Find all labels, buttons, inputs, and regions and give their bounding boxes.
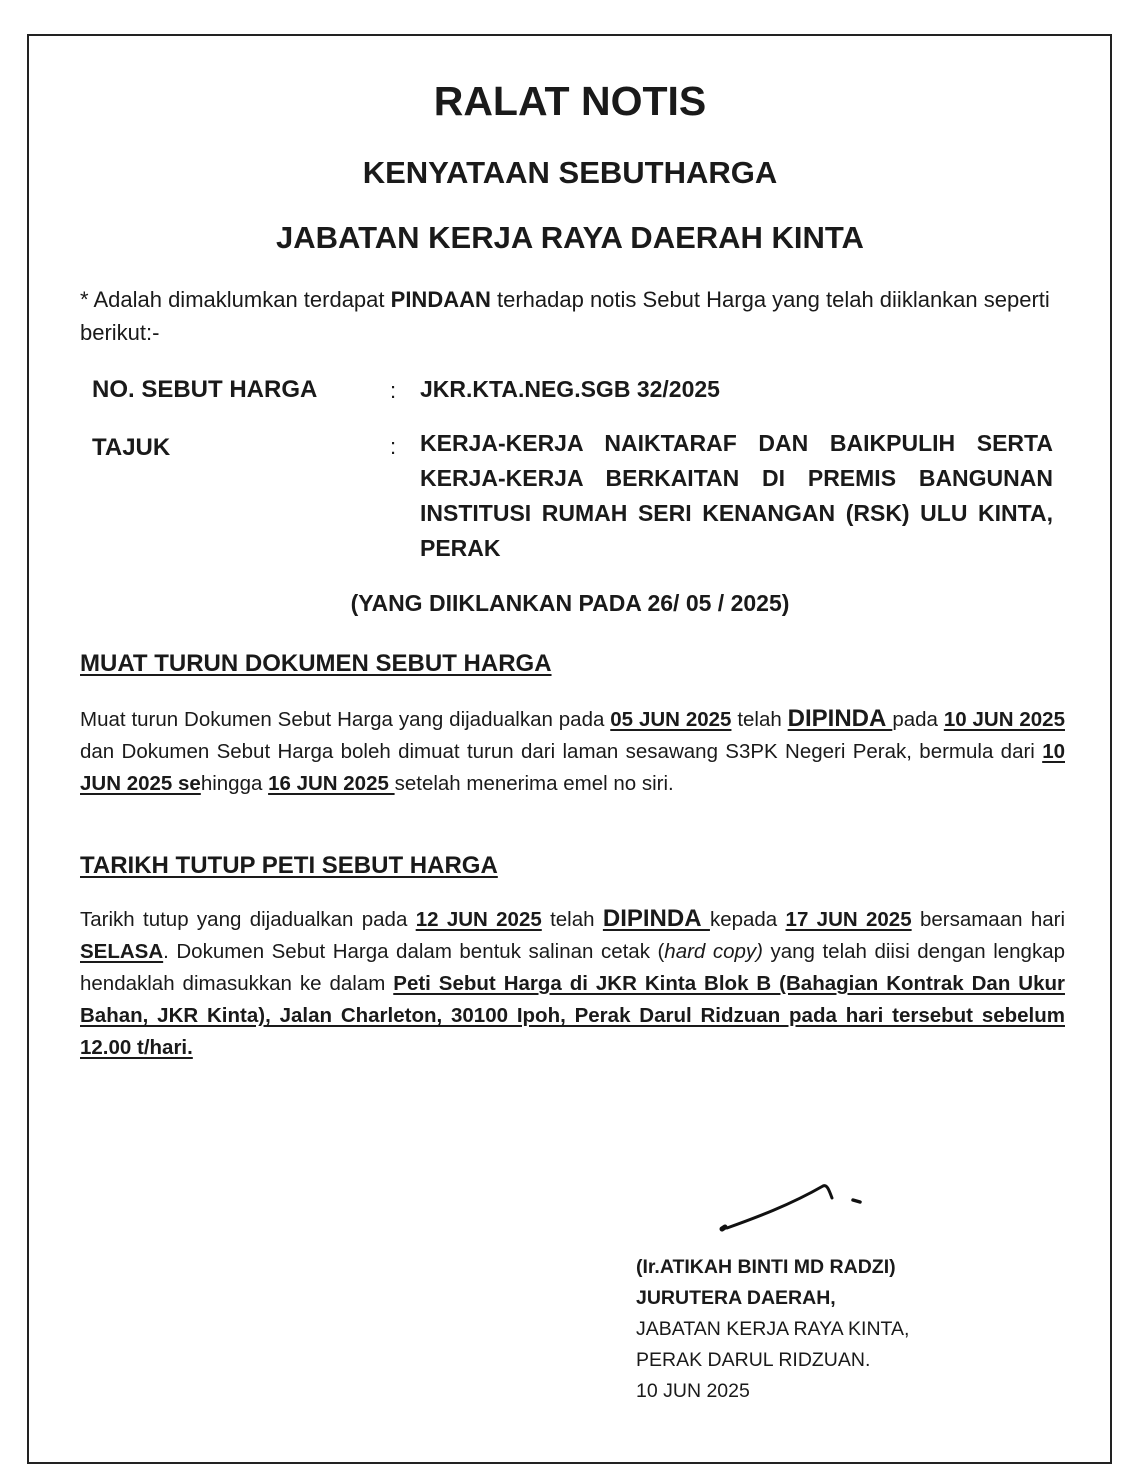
signatory-name — [636, 1252, 896, 1283]
ref-label: NO. SEBUT HARGA — [92, 376, 318, 403]
text: Muat turun Dokumen Sebut Harga yang dijadualkan pada — [80, 708, 611, 731]
text: dan Dokumen Sebut Harga boleh dimuat turun dari laman sesawang S3PK Negeri Perak, bermula dari — [80, 740, 1043, 763]
text: yang telah diisi dengan lengkap hendaklah dimasukkan ke dalam — [80, 940, 1066, 995]
closing-heading: TARIKH TUTUP PETI SEBUT HARGA — [80, 852, 498, 879]
date: 05 JUN 2025 — [610, 708, 732, 731]
advertised-date: (YANG DIIKLANKAN PADA 26/ 05 / 2025) — [350, 590, 790, 616]
download-heading: MUAT TURUN DOKUMEN SEBUT HARGA — [80, 650, 552, 677]
text: . Dokumen Sebut Harga dalam bentuk salinan cetak ( — [163, 940, 665, 963]
closing-paragraph — [80, 903, 1065, 1064]
signature-date: 10 JUN 2025 — [636, 1380, 750, 1402]
name-text: (Ir.ATIKAH BINTI MD RADZI) — [636, 1256, 896, 1278]
title-value: KERJA-KERJA NAIKTARAF DAN BAIKPULIH SERTA KERJA-KERJA BERKAITAN DI PREMIS BANGUNAN INSTITUSI RUMAH SERI KENANGAN (RSK) ULU KINTA, PERAK — [420, 430, 1053, 561]
date: 10 JUN 2025 se — [80, 740, 1065, 795]
date: 16 JUN 2025 — [268, 772, 395, 795]
notice-subtitle: KENYATAAN SEBUTHARGA — [362, 155, 778, 190]
ref-colon: : — [390, 378, 397, 403]
signatory-state: PERAK DARUL RIDZUAN. — [636, 1349, 871, 1371]
intro-text-2: terhadap notis Sebut Harga yang telah diiklankan seperti berikut:- — [80, 287, 1050, 345]
title-label: TAJUK — [92, 434, 171, 461]
intro-text: * Adalah dimaklumkan terdapat — [80, 287, 391, 312]
notice-title: RALAT NOTIS — [433, 78, 707, 124]
intro-highlight: PINDAAN — [390, 287, 491, 312]
date: 12 JUN 2025 — [415, 908, 542, 931]
amend-label: DIPINDA — [787, 705, 893, 732]
text: kepada — [709, 908, 786, 931]
text: hingga — [200, 772, 269, 795]
text: setelah menerima emel no siri. — [394, 772, 674, 795]
date: 10 JUN 2025 — [943, 708, 1065, 731]
intro-paragraph — [80, 283, 1065, 349]
italic-text: hard copy) — [664, 940, 763, 963]
department-title: JABATAN KERJA RAYA DAERAH KINTA — [276, 220, 864, 255]
ref-value: JKR.KTA.NEG.SGB 32/2025 — [420, 376, 720, 402]
text: Tarikh tutup yang dijadualkan pada — [80, 908, 416, 931]
title-colon: : — [390, 434, 397, 459]
day: SELASA — [80, 940, 164, 963]
amend-label: DIPINDA — [602, 905, 710, 932]
download-paragraph — [80, 703, 1065, 800]
text: telah — [541, 908, 603, 931]
date: 17 JUN 2025 — [785, 908, 912, 931]
signatory-position: JURUTERA DAERAH, — [636, 1287, 836, 1309]
location: Peti Sebut Harga di JKR Kinta Blok B (Bahagian Kontrak Dan Ukur Bahan, JKR Kinta), Jalan Charleton, 30100 Ipoh, Perak Darul Ridzuan pada hari tersebut sebelum 12.00 t/hari. — [80, 972, 1065, 1059]
text: bersamaan hari — [911, 908, 1066, 931]
text: pada — [892, 708, 944, 731]
signatory-org: JABATAN KERJA RAYA KINTA, — [636, 1318, 910, 1340]
signature-mark — [715, 1170, 875, 1240]
text: telah — [731, 708, 788, 731]
